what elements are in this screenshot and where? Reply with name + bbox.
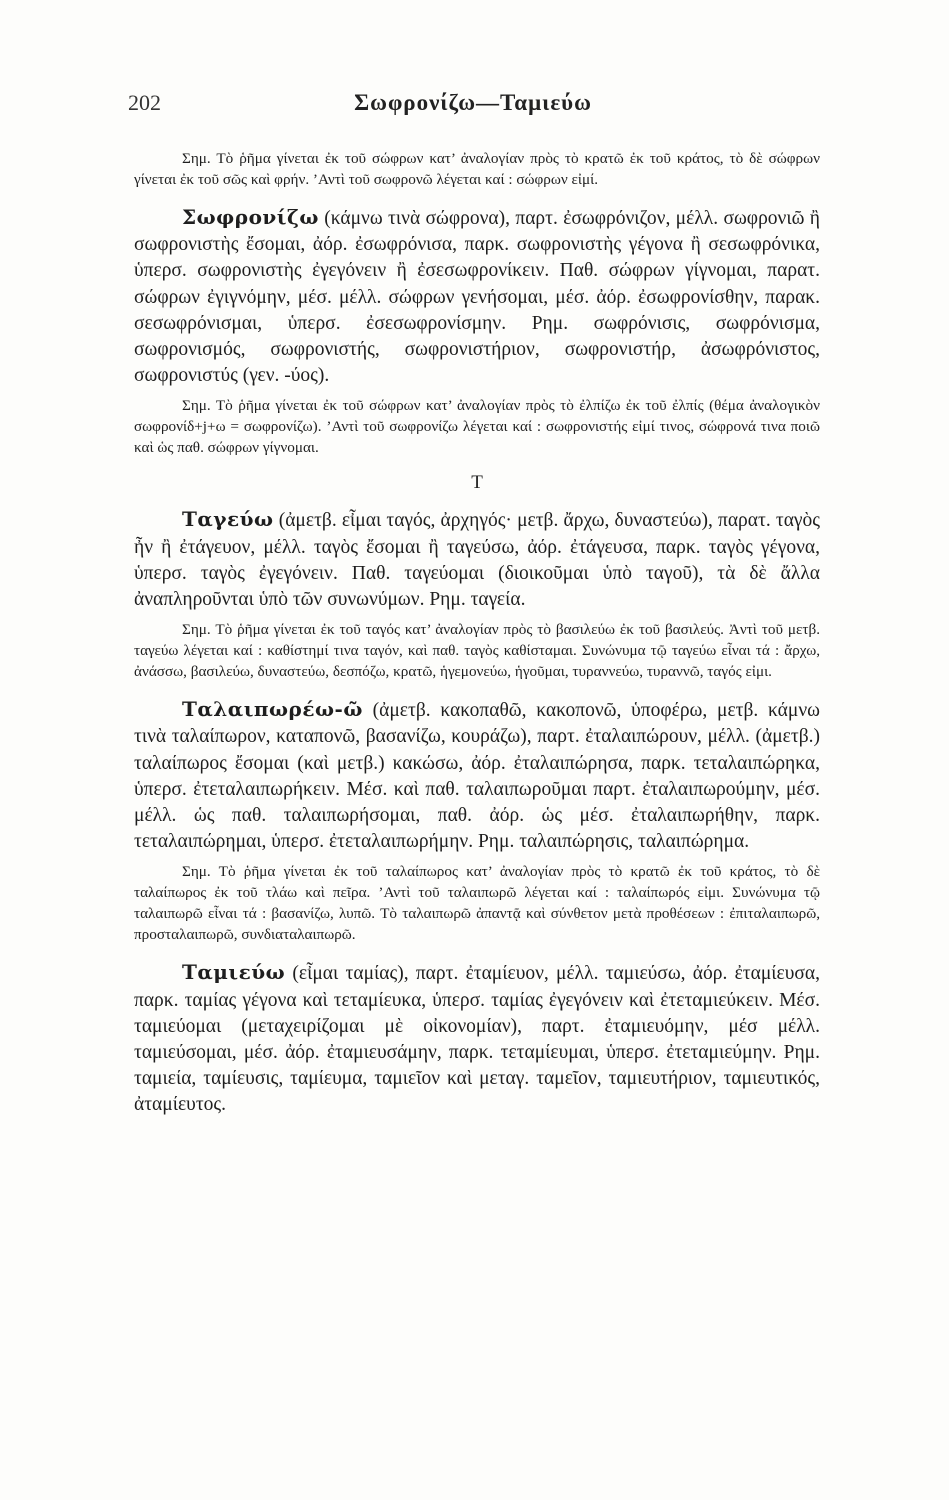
section-letter: Τ	[471, 472, 483, 494]
entry-text: (εἶμαι ταμίας), παρτ. ἐταμίευον, μέλλ. ταμιεύσω, ἀόρ. ἐταμίευσα, παρκ. ταμίας γέγονα καὶ τεταμίευκα, ὑπερσ. ταμίας ἐγεγόνειν καὶ ἐτεταμιεύκειν. Μέσ. ταμιεύομαι (μεταχειρίζομαι μὲ οἰκονομίαν), παρτ. ἐταμιευόμην, μέσ μέλλ. ταμιεύσομαι, μέσ. ἀόρ. ἐταμιευσάμην, παρκ. τεταμίευμαι, ὑπερσ. ἐτεταμιεύμην. Ρημ. ταμιεία, ταμίευσις, ταμίευμα, ταμιεῖον καὶ μεταγ. ταμεῖον, ταμιευτήριον, ταμιευτικός, ἀταμίευτος.	[134, 963, 820, 1116]
dictionary-body	[134, 148, 820, 1121]
note-paragraph: Σημ. Τὸ ῥῆμα γίνεται ἐκ τοῦ σώφρων κατ’ ἀναλογίαν πρὸς τὸ ἐλπίζω ἐκ τοῦ ἐλπίς (θέμα ἀναλογικὸν σωφρονίδ+j+ω = σωφρονίζω). ’Αντὶ τοῦ σωφρονίζω λέγεται καί : σωφρονιστής εἰμί τινος, σώφρονά τινα ποιῶ καὶ ὡς παθ. σώφρων γίγνομαι.	[134, 397, 820, 457]
entry-headword: Ταμιεύω	[182, 960, 286, 985]
note-paragraph: Σημ. Τὸ ῥῆμα γίνεται ἐκ τοῦ σώφρων κατ’ ἀναλογίαν πρὸς τὸ κρατῶ ἐκ τοῦ κράτος, τὸ δὲ σώφρων γίνεται ἐκ τοῦ σῶς καὶ φρήν. ’Αντὶ τοῦ σωφρονῶ λέγεται καί : σώφρων εἰμί.	[134, 150, 820, 188]
entry-headword: Ταγεύω	[182, 507, 274, 532]
entry-headword: Ταλαιπωρέω-ῶ	[182, 697, 363, 722]
running-head: Σωφρονίζω—Ταμιεύω	[354, 90, 592, 115]
note-paragraph: Σημ. Τὸ ῥῆμα γίνεται ἐκ τοῦ ταγός κατ’ ἀναλογίαν πρὸς τὸ βασιλεύω ἐκ τοῦ βασιλεύς. Ἀντὶ τοῦ μετβ. ταγεύω λέγεται καί : καθίστημί τινα ταγόν, καὶ παθ. ταγὸς καθίσταμαι. Συνώνυμα τῷ ταγεύω εἶναι τά : ἄρχω, ἀνάσσω, βασιλεύω, δυναστεύω, δεσπόζω, κρατῶ, ἡγεμονεύω, ἡγοῦμαι, τυραννεύω, τυραννῶ, ταγός εἰμι.	[134, 621, 820, 681]
dictionary-entry	[134, 959, 820, 1118]
entry-headword: Σωφρονίζω	[182, 205, 319, 229]
dictionary-entry	[134, 696, 820, 855]
entry-text: (ἀμετβ. εἶμαι ταγός, ἀρχηγός· μετβ. ἄρχω, δυναστεύω), παρατ. ταγὸς ἦν ἢ ἐτάγευον, μέλλ. ταγὸς ἔσομαι ἢ ταγεύσω, ἀόρ. ἐτάγευσα, παρκ. ταγὸς γέγονα, ὑπερσ. ταγὸς ἐγεγόνειν. Παθ. ταγεύομαι (διοικοῦμαι ὑπὸ ταγοῦ), τὰ δὲ ἄλλα ἀναπληροῦνται ὑπὸ τῶν συνωνύμων. Ρημ. ταγεία.	[134, 510, 820, 611]
page-header	[128, 90, 818, 120]
dictionary-entry	[134, 204, 820, 389]
entry-text: (ἀμετβ. κακοπαθῶ, κακοπονῶ, ὑποφέρω, μετβ. κάμνω τινὰ ταλαίπωρον, καταπονῶ, βασανίζω, κουράζω), παρτ. ἐταλαιπώρουν, μέλλ. (ἀμετβ.) ταλαίπωρος ἔσομαι (καὶ μετβ.) κακώσω, ἀόρ. ἐταλαιπώρησα, παρκ. τεταλαιπώρηκα, ὑπερσ. ἐτεταλαιπωρήκειν. Μέσ. καὶ παθ. ταλαιπωροῦμαι παρτ. ἐταλαιπωρούμην, μέσ. μέλλ. ὡς παθ. ταλαιπωρήσομαι, παθ. ἀόρ. ὡς μέσ. ἐταλαιπωρήθην, παρκ. τεταλαιπώρημαι, ὑπερσ. ἐτεταλαιπωρήμην. Ρημ. ταλαιπώρησις, ταλαιπώρημα.	[134, 700, 820, 853]
dictionary-entry	[134, 506, 820, 613]
page-number: 202	[128, 90, 161, 115]
note-paragraph: Σημ. Τὸ ῥῆμα γίνεται ἐκ τοῦ ταλαίπωρος κατ’ ἀναλογίαν πρὸς τὸ κρατῶ ἐκ τοῦ κράτος, τὸ δὲ ταλαίπωρος ἐκ τοῦ τλάω καὶ πεῖρα. ’Αντὶ τοῦ ταλαιπωρῶ λέγεται καί : ταλαίπωρός εἰμι. Συνώνυμα τῷ ταλαιπωρῶ εἶναι τά : βασανίζω, λυπῶ. Τὸ ταλαιπωρῶ ἀπαντᾷ καὶ σύνθετον μετὰ προθέσεων : ἐπιταλαιπωρῶ, προσταλαιπωρῶ, συνδιαταλαιπωρῶ.	[134, 863, 820, 944]
entry-text: (κάμνω τινὰ σώφρονα), παρτ. ἐσωφρόνιζον, μέλλ. σωφρονιῶ ἢ σωφρονιστὴς ἔσομαι, ἀόρ. ἐσωφρόνισα, παρκ. σωφρονιστὴς γέγονα ἢ σεσωφρόνικα, ὑπερσ. σωφρονιστὴς ἐγεγόνειν ἢ ἐσεσωφρονίκειν. Παθ. σώφρων γίγνομαι, παρατ. σώφρων ἐγιγνόμην, μέσ. μέλλ. σώφρων γενήσομαι, μέσ. ἀόρ. ἐσωφρονίσθην, παρακ. σεσωφρόνισμαι, ὑπερσ. ἐσεσωφρονίσμην. Ρημ. σωφρόνισις, σωφρόνισμα, σωφρονισμός, σωφρονιστής, σωφρονιστήριον, σωφρονιστήρ, ἀσωφρόνιστος, σωφρονιστύς (γεν. -ύος).	[134, 208, 820, 387]
